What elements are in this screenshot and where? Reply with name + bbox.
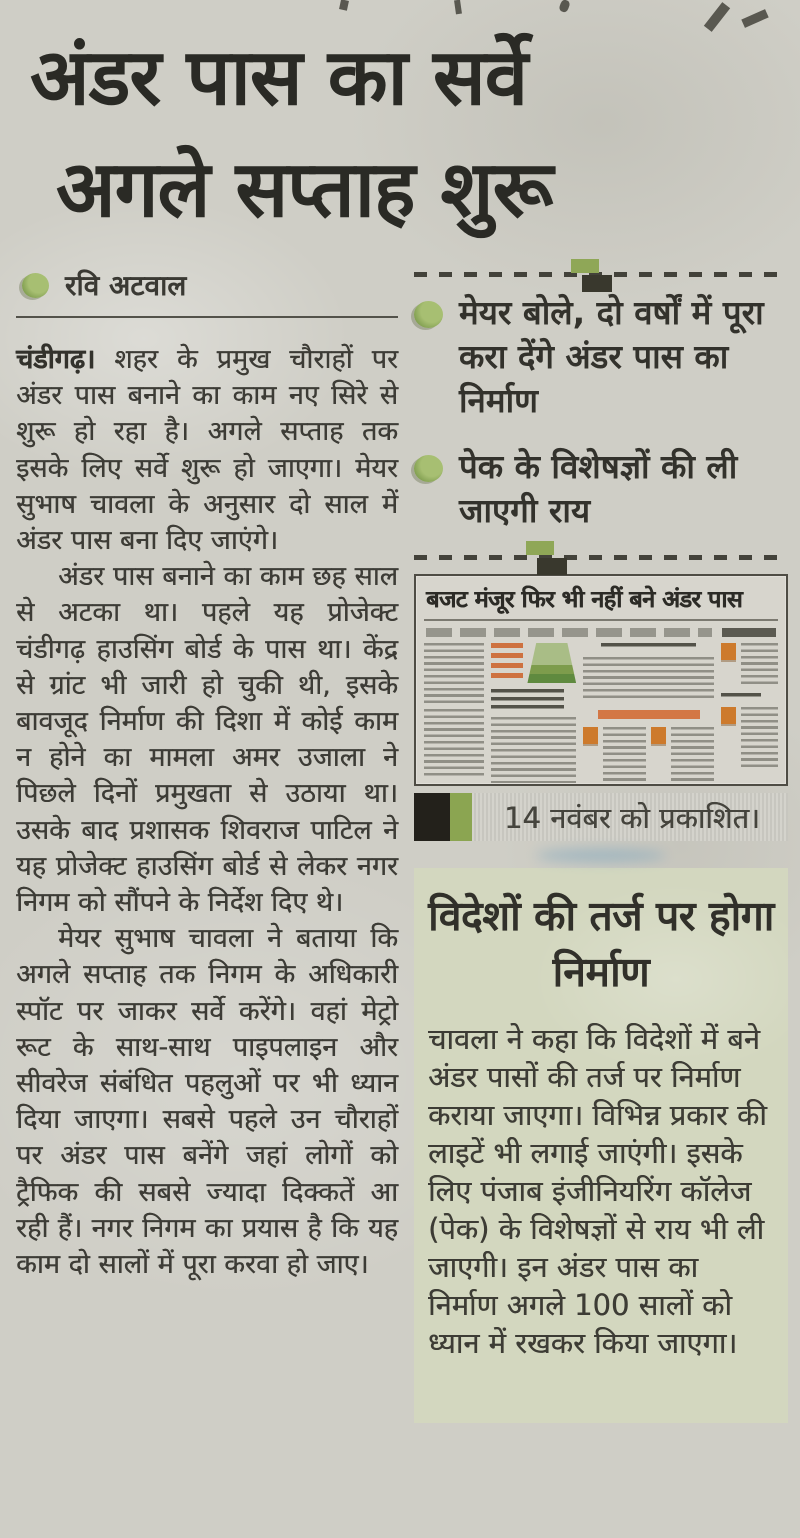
orange-badge-text (491, 643, 523, 683)
clipping-headline: बजट मंजूर फिर भी नहीं बने अंडर पास (424, 582, 778, 621)
paragraph-2: अंडर पास बनाने का काम छह साल से अटका था। पहले यह प्रोजेक्ट चंडीगढ़ हाउसिंग बोर्ड के पास था। केंद्र से ग्रांट भी जारी हो चुकी थी, इसके बावजूद निर्माण की दिशा में कोई काम न होने का मामला अमर उजाला ने पिछले दिनों प्रमुखता से उठाया था। उसके बाद प्रशासक शिवराज पाटिल ने यह प्रोजेक्ट हाउसिंग बोर्ड से लेकर नगर निगम को सौंपने के निर्देश दिए थे। (16, 561, 398, 919)
dashed-separator-bottom (414, 555, 788, 560)
bullet-icon (414, 301, 443, 328)
subheadline-text-placeholder (426, 628, 712, 637)
orange-icon (583, 727, 598, 744)
icon-text-row (721, 643, 778, 687)
headline-line-1: अंडर पास का सर्वे (30, 33, 528, 123)
paragraph-1 (16, 342, 398, 559)
dark-square-marker (537, 558, 567, 575)
headline-line-2: अगले सप्ताह शुरू (56, 145, 553, 235)
sub-article-body: चावला ने कहा कि विदेशों में बने अंडर पासों की तर्ज पर निर्माण कराया जाएगा। विभिन्न प्रकार की लाइटें भी लगाई जाएंगी। इसके लिए पंजाब इंजीनियरिंग कॉलेज (पेक) के विशेषज्ञों से राय भी ली जाएगी। इन अंडर पास का निर्माण अगले 100 सालों को ध्यान में रखकर किया जाएगा। (428, 1022, 767, 1360)
mini-bold-heading (721, 693, 761, 701)
paragraph-1-text: शहर के प्रमुख चौराहों पर अंडर पास बनाने का काम नए सिरे से शुरू हो रहा है। अगले सप्ताह तक इसके लिए सर्वे शुरू हो जाएगा। मेयर सुभाष चावला के अनुसार दो साल में अंडर पास बना दिए जाएंगे। (16, 344, 398, 557)
mini-bold-heading (491, 689, 564, 711)
crop-mark (339, 0, 349, 11)
green-bar (450, 793, 472, 841)
dark-square-marker (582, 275, 612, 292)
main-headline (30, 22, 780, 246)
tiny-text-block (424, 709, 484, 779)
byline-name: रवि अटवाल (65, 269, 187, 302)
highlight-item-2 (414, 445, 788, 533)
green-square-marker (526, 541, 554, 555)
orange-icon (651, 727, 666, 744)
green-square-marker (571, 259, 599, 273)
orange-section-header (598, 710, 700, 719)
tiny-text-block (741, 643, 778, 687)
dashed-separator-top (414, 272, 788, 277)
clipping-column-2 (491, 643, 576, 785)
tiny-text-block (424, 643, 484, 703)
tiny-text-block (741, 707, 778, 771)
pen-scribble-mark (536, 849, 666, 862)
highlight-1-text: मेयर बोले, दो वर्षों में पूरा करा देंगे अंडर पास का निर्माण (459, 293, 764, 420)
bullet-icon (414, 455, 443, 482)
tiny-text-block (491, 717, 576, 783)
byline (16, 262, 398, 318)
clipping-columns (424, 643, 778, 785)
clipping-column-4 (721, 643, 778, 785)
dateline: चंडीगढ़। (16, 344, 96, 375)
clipping-byline-placeholder (722, 628, 776, 637)
clipping-caption-text: 14 नवंबर को प्रकाशित। (503, 800, 760, 835)
sub-article-heading: विदेशों की तर्ज पर होगा निर्माण (428, 892, 774, 996)
tiny-text-block (671, 727, 714, 785)
sub-article-box (414, 868, 788, 1423)
paragraph-3: मेयर सुभाष चावला ने बताया कि अगले सप्ताह तक निगम के अधिकारी स्पॉट पर जाकर सर्वे करेंगे। वहां मेट्रो रूट के साथ-साथ पाइपलाइन और सीवरेज संबंधित पहलुओं पर भी ध्यान दिया जाएगा। सबसे पहले उन चौराहों पर अंडर पास बनेंगे जहां लोगों को ट्रैफिक की सबसे ज्यादा दिक्कतें आ रही हैं। नगर निगम का प्रयास है कि यह काम दो सालों में पूरा करवा हो जाए। (16, 923, 398, 1281)
clipping-column-1 (424, 643, 484, 785)
left-column (16, 262, 414, 1423)
impact-badge (491, 643, 576, 683)
byline-bullet-icon (22, 273, 49, 298)
crop-mark (454, 0, 462, 14)
icon-text-row (721, 707, 778, 785)
orange-icon (721, 707, 736, 724)
tiny-text-block (603, 727, 646, 785)
highlights-list (414, 291, 788, 533)
two-sub-columns (583, 727, 714, 785)
article-text (16, 342, 398, 1283)
right-column (414, 262, 792, 1423)
green-graphic (527, 643, 576, 683)
clipping-caption-bar (414, 793, 788, 841)
highlight-2-text: पेक के विशेषज्ञों की ली जाएगी राय (459, 447, 738, 530)
black-bar (414, 793, 450, 841)
crop-mark (558, 0, 571, 13)
highlight-item-1 (414, 291, 788, 423)
mini-bold-heading (601, 643, 695, 651)
tiny-text-block (583, 657, 714, 702)
clipping-column-3 (583, 643, 714, 785)
orange-icon (721, 643, 736, 660)
embedded-newspaper-clipping (414, 574, 788, 786)
article-body (0, 262, 800, 1423)
clipping-subheadline (426, 628, 776, 637)
